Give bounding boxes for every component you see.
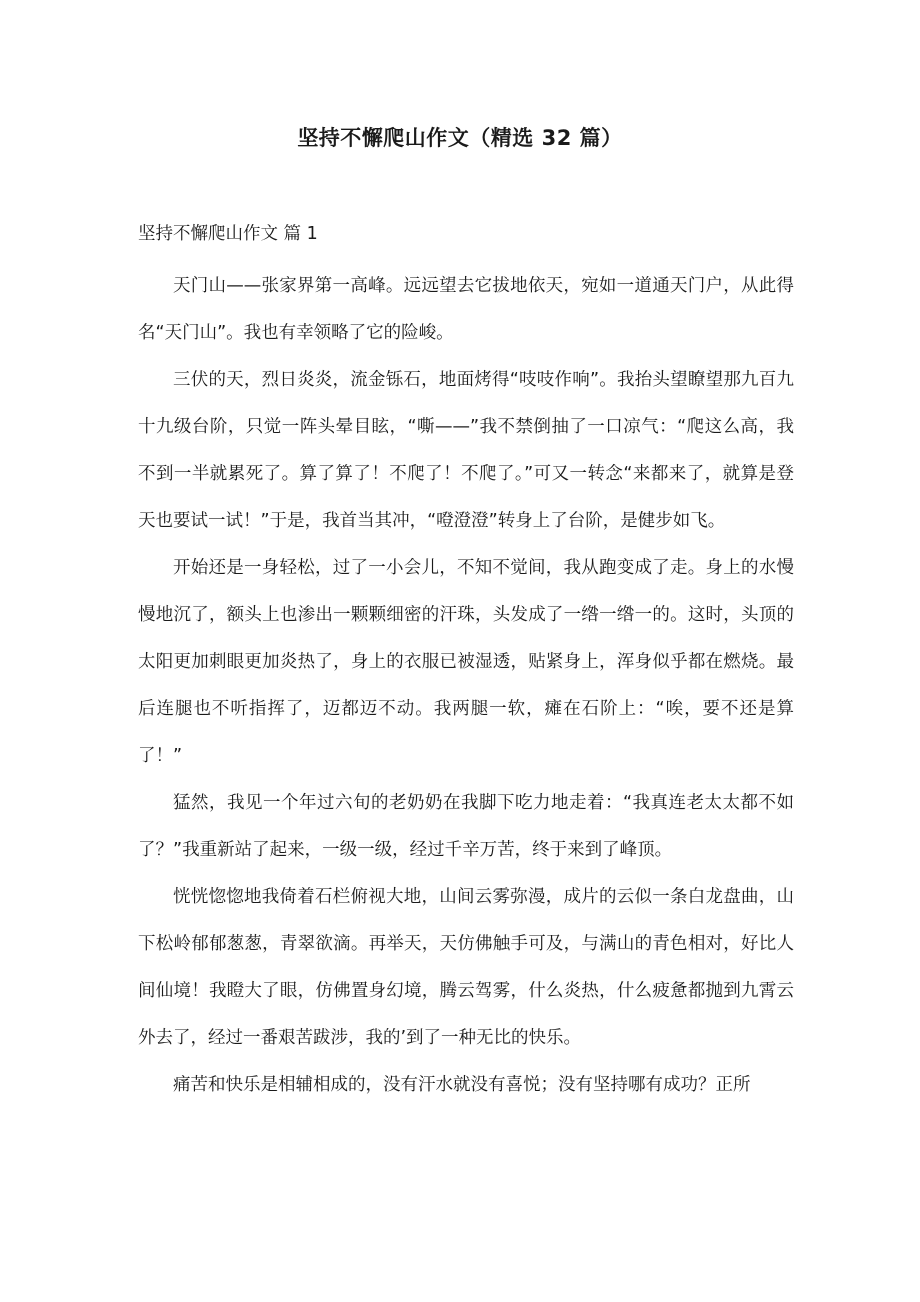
paragraph: 猛然，我见一个年过六旬的老奶奶在我脚下吃力地走着：“我真连老太太都不如了？”我重新站了起来，一级一级，经过千辛万苦，终于来到了峰顶。 [138, 793, 794, 860]
paragraph: 天门山——张家界第一高峰。远远望去它拔地依天，宛如一道通天门户，从此得名“天门山”。我也有幸领略了它的险峻。 [138, 276, 794, 343]
section-heading: 坚持不懈爬山作文 篇 1 [138, 224, 318, 244]
paragraph: 痛苦和快乐是相辅相成的，没有汗水就没有喜悦；没有坚持哪有成功？正所 [173, 1075, 751, 1095]
paragraph: 开始还是一身轻松，过了一小会儿，不知不觉间，我从跑变成了走。身上的水慢慢地沉了，额头上也渗出一颗颗细密的汗珠，头发成了一绺一绺一的。这时，头顶的太阳更加刺眼更加炎热了，身上的衣服已被湿透，贴紧身上，浑身似乎都在燃烧。最后连腿也不听指挥了，迈都迈不动。我两腿一软，瘫在石阶上：“唉，要不还是算了！” [138, 558, 794, 766]
document-title: 坚持不懈爬山作文（精选 32 篇） [297, 126, 623, 150]
paragraph: 恍恍惚惚地我倚着石栏俯视大地，山间云雾弥漫，成片的云似一条白龙盘曲，山下松岭郁郁葱葱，青翠欲滴。再举天，天仿佛触手可及，与满山的青色相对，好比人间仙境！我瞪大了眼，仿佛置身幻境，腾云驾雾，什么炎热，什么疲惫都抛到九霄云外去了，经过一番艰苦跋涉，我的’到了一种无比的快乐。 [138, 887, 794, 1048]
document-body [138, 263, 794, 1109]
paragraph: 三伏的天，烈日炎炎，流金铄石，地面烤得“吱吱作响”。我抬头望瞭望那九百九十九级台阶，只觉一阵头晕目眩，“嘶——”我不禁倒抽了一口凉气：“爬这么高，我不到一半就累死了。算了算了！不爬了！不爬了。”可又一转念“来都来了，就算是登天也要试一试！”于是，我首当其冲，“噔澄澄”转身上了台阶，是健步如飞。 [138, 370, 794, 531]
